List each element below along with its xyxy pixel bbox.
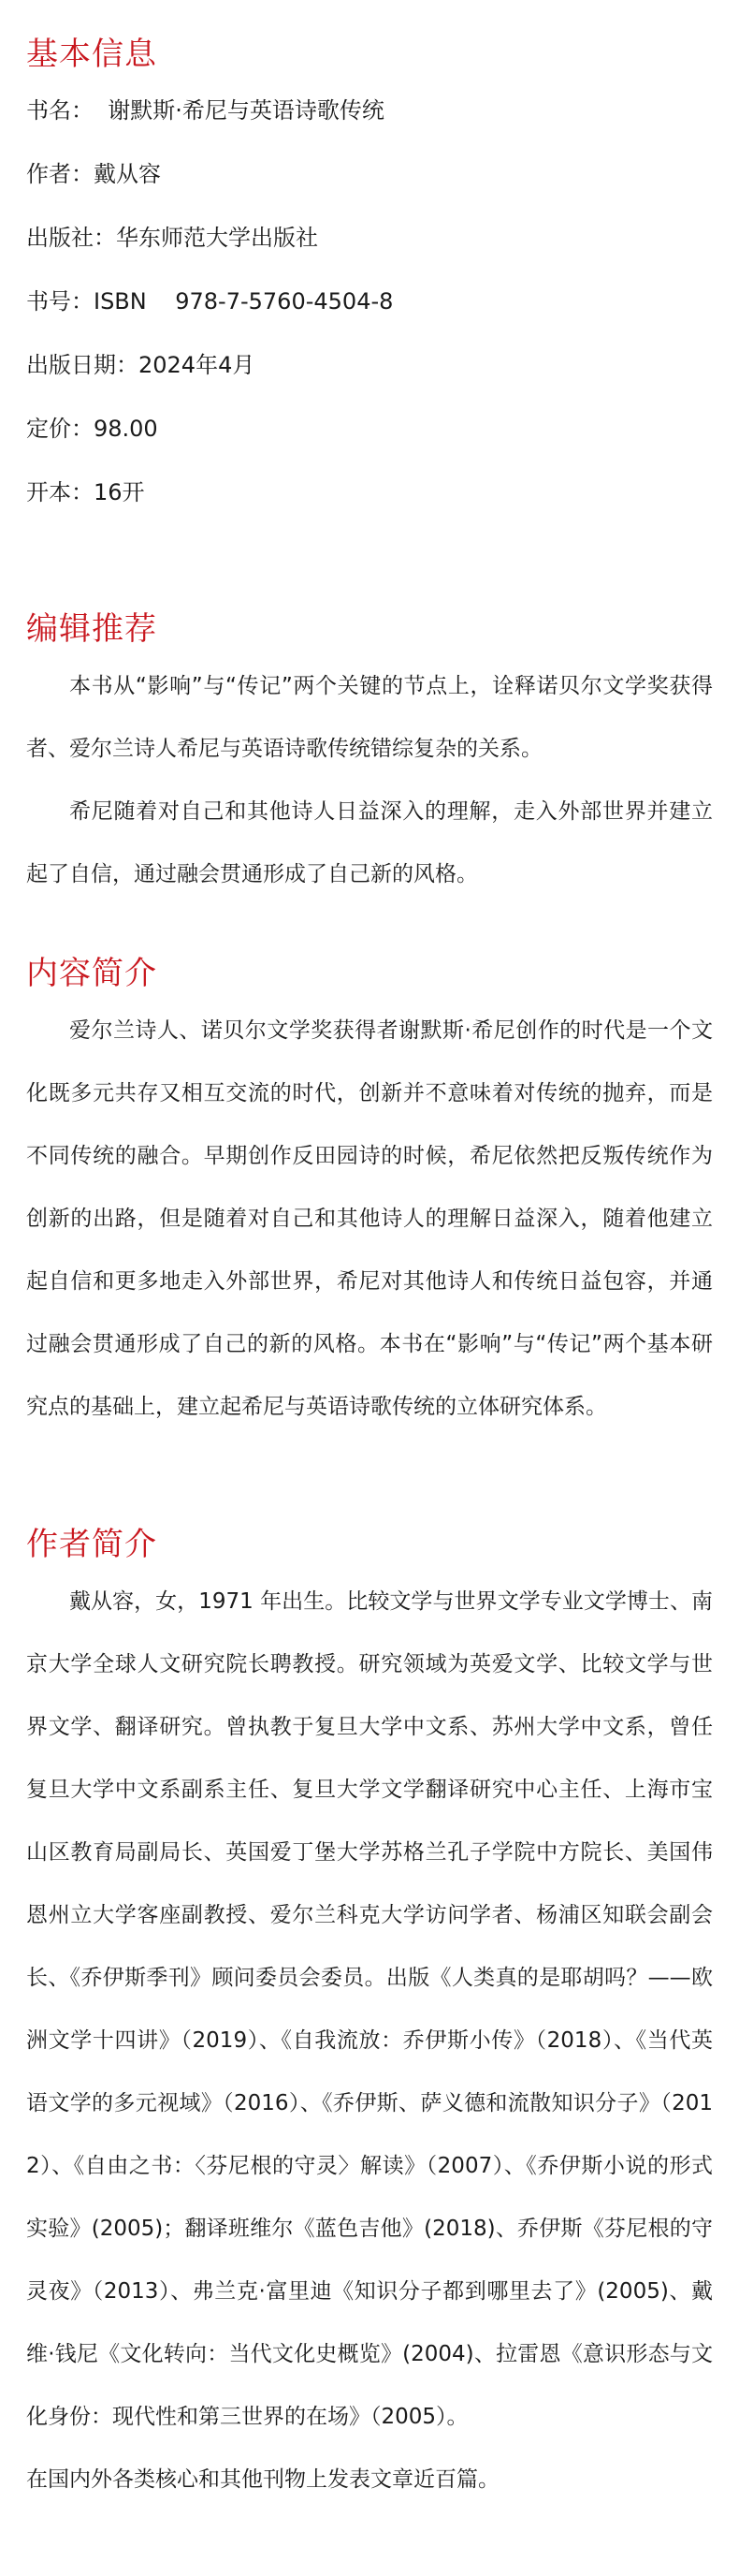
basic-info-section: [26, 36, 713, 541]
editor-recommendation-section: [26, 610, 713, 906]
info-author: 作者：戴从容: [26, 161, 161, 187]
basic-info-title: 基本信息: [26, 36, 157, 73]
info-isbn: 书号：ISBN 978-7-5760-4504-8: [26, 288, 394, 315]
author-bio-paragraph: 在国内外各类核心和其他刊物上发表文章近百篇。: [26, 2467, 500, 2492]
editor-paragraph: 希尼随着对自己和其他诗人日益深入的理解，走入外部世界并建立起了自信，通过融会贯通形成了自己新的风格。: [26, 799, 713, 886]
info-publisher: 出版社：华东师范大学出版社: [26, 225, 318, 251]
info-publish-date: 出版日期：2024年4月: [26, 352, 255, 378]
editor-recommendation-title: 编辑推荐: [26, 610, 157, 648]
info-book-title: 书名： 谢默斯·希尼与英语诗歌传统: [26, 97, 384, 124]
info-format: 开本：16开: [26, 479, 145, 505]
content-summary-title: 内容简介: [26, 955, 157, 992]
content-summary-section: [26, 955, 713, 1439]
author-bio-paragraph: 戴从容，女，1971 年出生。比较文学与世界文学专业文学博士、南京大学全球人文研究院长聘教授。研究领域为英爱文学、比较文学与世界文学、翻译研究。曾执教于复旦大学中文系、苏州大学中文系，曾任复旦大学中文系副系主任、复旦大学文学翻译研究中心主任、上海市宝山区教育局副局长、英国爱丁堡大学苏格兰孔子学院中方院长、美国伟恩州立大学客座副教授、爱尔兰科克大学访问学者、杨浦区知联会副会长、《乔伊斯季刊》顾问委员会委员。出版《人类真的是耶胡吗？——欧洲文学十四讲》（2019）、《自我流放：乔伊斯小传》（2018）、《当代英语文学的多元视域》（2016）、《乔伊斯、萨义德和流散知识分子》（2012）、《自由之书：〈芬尼根的守灵〉解读》（2007）、《乔伊斯小说的形式实验》(2005)；翻译班维尔《蓝色吉他》(2018)、乔伊斯《芬尼根的守灵夜》（2013）、弗兰克·富里迪《知识分子都到哪里去了》(2005)、戴维·钱尼《文化转向：当代文化史概览》(2004)、拉雷恩《意识形态与文化身份：现代性和第三世界的在场》（2005）。: [26, 1589, 713, 2429]
info-price: 定价：98.00: [26, 416, 158, 442]
author-bio-title: 作者简介: [26, 1526, 157, 1563]
author-bio-section: [26, 1526, 713, 2511]
editor-paragraph: 本书从“影响”与“传记”两个关键的节点上，诠释诺贝尔文学奖获得者、爱尔兰诗人希尼与英语诗歌传统错综复杂的关系。: [26, 674, 713, 761]
summary-paragraph: 爱尔兰诗人、诺贝尔文学奖获得者谢默斯·希尼创作的时代是一个文化既多元共存又相互交流的时代，创新并不意味着对传统的抛弃，而是不同传统的融合。早期创作反田园诗的时候，希尼依然把反叛传统作为创新的出路，但是随着对自己和其他诗人的理解日益深入，随着他建立起自信和更多地走入外部世界，希尼对其他诗人和传统日益包容，并通过融会贯通形成了自己的新的风格。本书在“影响”与“传记”两个基本研究点的基础上，建立起希尼与英语诗歌传统的立体研究体系。: [26, 1018, 713, 1419]
